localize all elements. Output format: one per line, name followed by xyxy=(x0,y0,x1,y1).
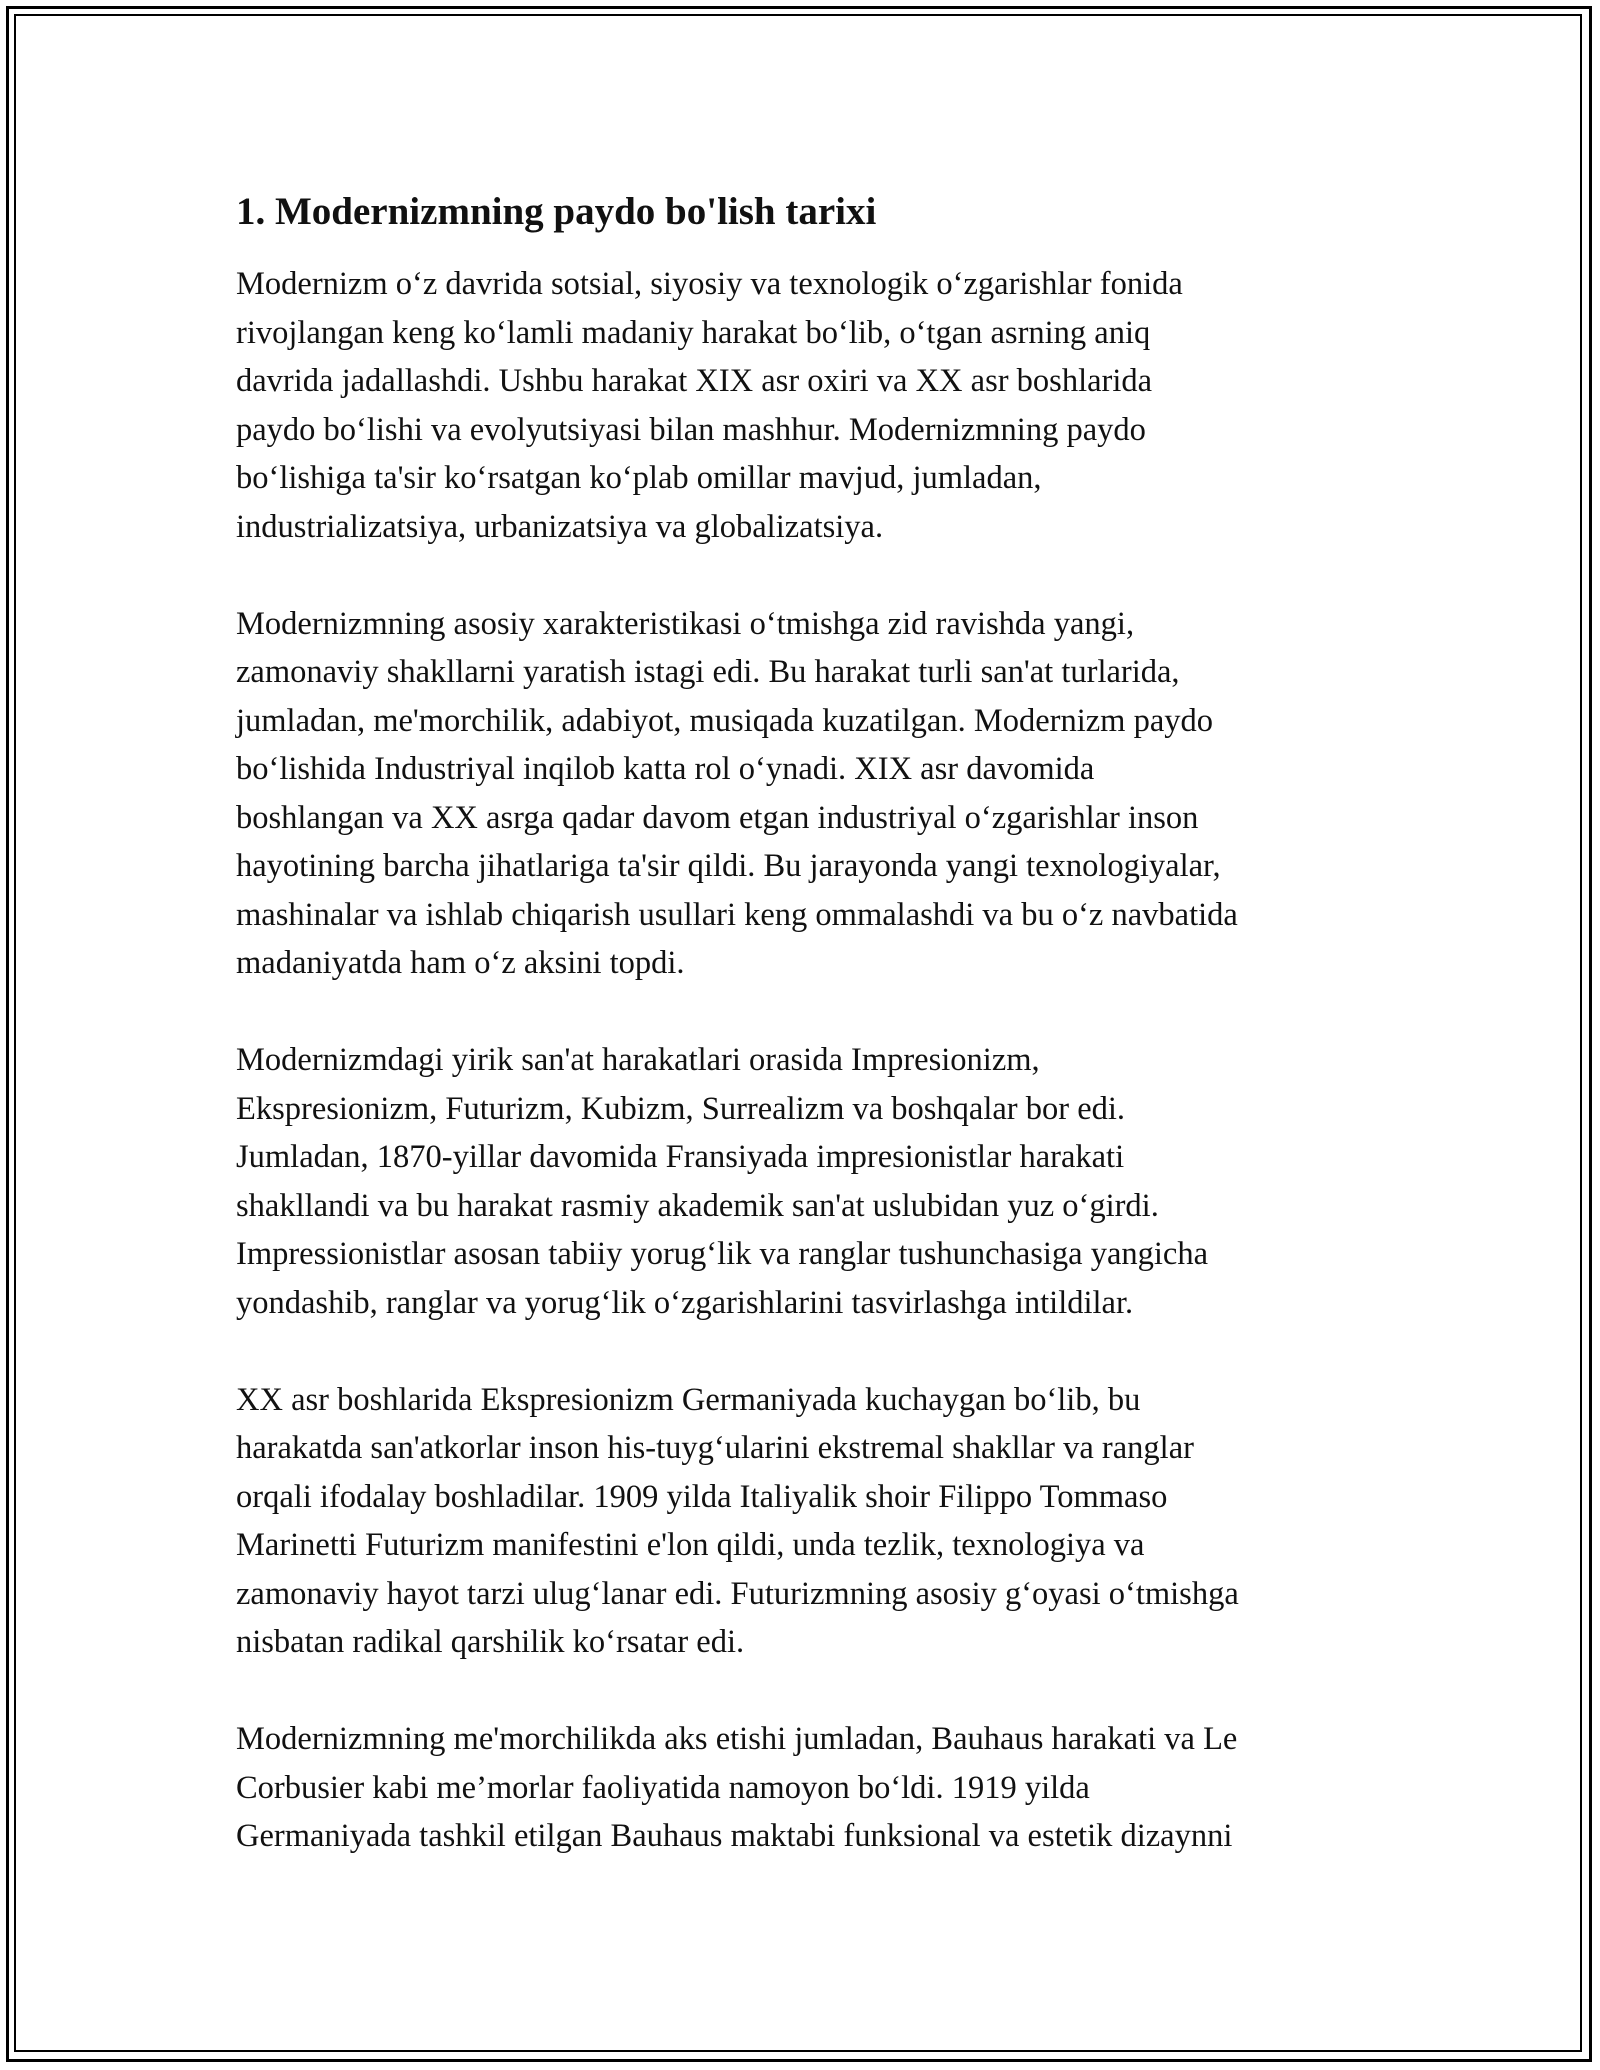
text-line: boshlangan va XX asrga qadar davom etgan industriyal o‘zgarishlar inson xyxy=(236,799,1199,836)
text-line: yondashib, ranglar va yorug‘lik o‘zgarishlarini tasvirlashga intildilar. xyxy=(236,1284,1134,1321)
text-line: jumladan, me'morchilik, adabiyot, musiqada kuzatilgan. Modernizm paydo xyxy=(236,702,1213,739)
text-line: Germaniyada tashkil etilgan Bauhaus maktabi funksional va estetik dizaynni xyxy=(236,1818,1233,1854)
text-line: hayotining barcha jihatlariga ta'sir qildi. Bu jarayonda yangi texnologiyalar, xyxy=(236,848,1221,884)
text-line: Impressionistlar asosan tabiiy yorug‘lik va ranglar tushunchasiga yangicha xyxy=(236,1236,1209,1272)
text-line: paydo bo‘lishi va evolyutsiyasi bilan mashhur. Modernizmning paydo xyxy=(236,411,1146,448)
section-heading: 1. Modernizmning paydo bo'lish tarixi xyxy=(236,190,877,233)
paragraph-2 xyxy=(236,600,1376,988)
text-line: Modernizmdagi yirik san'at harakatlari orasida Impresionizm, xyxy=(236,1042,1040,1078)
text-line: nisbatan radikal qarshilik ko‘rsatar edi. xyxy=(236,1624,745,1660)
text-line: harakatda san'atkorlar inson his-tuyg‘ularini ekstremal shakllar va ranglar xyxy=(236,1430,1194,1466)
text-line: madaniyatda ham o‘z aksini topdi. xyxy=(236,945,685,981)
text-line: orqali ifodalay boshladilar. 1909 yilda Italiyalik shoir Filippo Tommaso xyxy=(236,1478,1168,1515)
paragraph-1 xyxy=(236,260,1376,551)
document-body xyxy=(236,188,1376,1909)
text-line: Ekspresionizm, Futurizm, Kubizm, Surrealizm va boshqalar bor edi. xyxy=(236,1090,1126,1127)
text-line: Modernizmning me'morchilikda aks etishi jumladan, Bauhaus harakati va Le xyxy=(236,1721,1238,1757)
text-line: zamonaviy shakllarni yaratish istagi edi. Bu harakat turli san'at turlarida, xyxy=(236,654,1180,690)
text-line: bo‘lishiga ta'sir ko‘rsatgan ko‘plab omillar mavjud, jumladan, xyxy=(236,460,1042,496)
text-line: Marinetti Futurizm manifestini e'lon qildi, unda tezlik, texnologiya va xyxy=(236,1527,1145,1563)
text-line: davrida jadallashdi. Ushbu harakat XIX asr oxiri va XX asr boshlarida xyxy=(236,363,1153,399)
text-line: Modernizm o‘z davrida sotsial, siyosiy va texnologik o‘zgarishlar fonida xyxy=(236,266,1183,302)
text-line: Jumladan, 1870-yillar davomida Fransiyada impresionistlar harakati xyxy=(236,1139,1125,1175)
paragraph-3 xyxy=(236,1036,1376,1327)
text-line: mashinalar va ishlab chiqarish usullari keng ommalashdi va bu o‘z navbatida xyxy=(236,896,1238,933)
text-line: zamonaviy hayot tarzi ulug‘lanar edi. Futurizmning asosiy g‘oyasi o‘tmishga xyxy=(236,1575,1239,1612)
paragraph-4 xyxy=(236,1376,1376,1667)
text-line: Modernizmning asosiy xarakteristikasi o‘tmishga zid ravishda yangi, xyxy=(236,605,1135,642)
text-line: bo‘lishida Industriyal inqilob katta rol o‘ynadi. XIX asr davomida xyxy=(236,751,1095,787)
text-line: rivojlangan keng ko‘lamli madaniy harakat bo‘lib, o‘tgan asrning aniq xyxy=(236,314,1151,351)
paragraph-5 xyxy=(236,1715,1376,1861)
text-line: shakllandi va bu harakat rasmiy akademik san'at uslubidan yuz o‘girdi. xyxy=(236,1187,1159,1224)
text-line: XX asr boshlarida Ekspresionizm Germaniyada kuchaygan bo‘lib, bu xyxy=(236,1381,1141,1418)
text-line: industrializatsiya, urbanizatsiya va globalizatsiya. xyxy=(236,508,884,545)
text-line: Corbusier kabi me’morlar faoliyatida namoyon bo‘ldi. 1919 yilda xyxy=(236,1769,1090,1806)
